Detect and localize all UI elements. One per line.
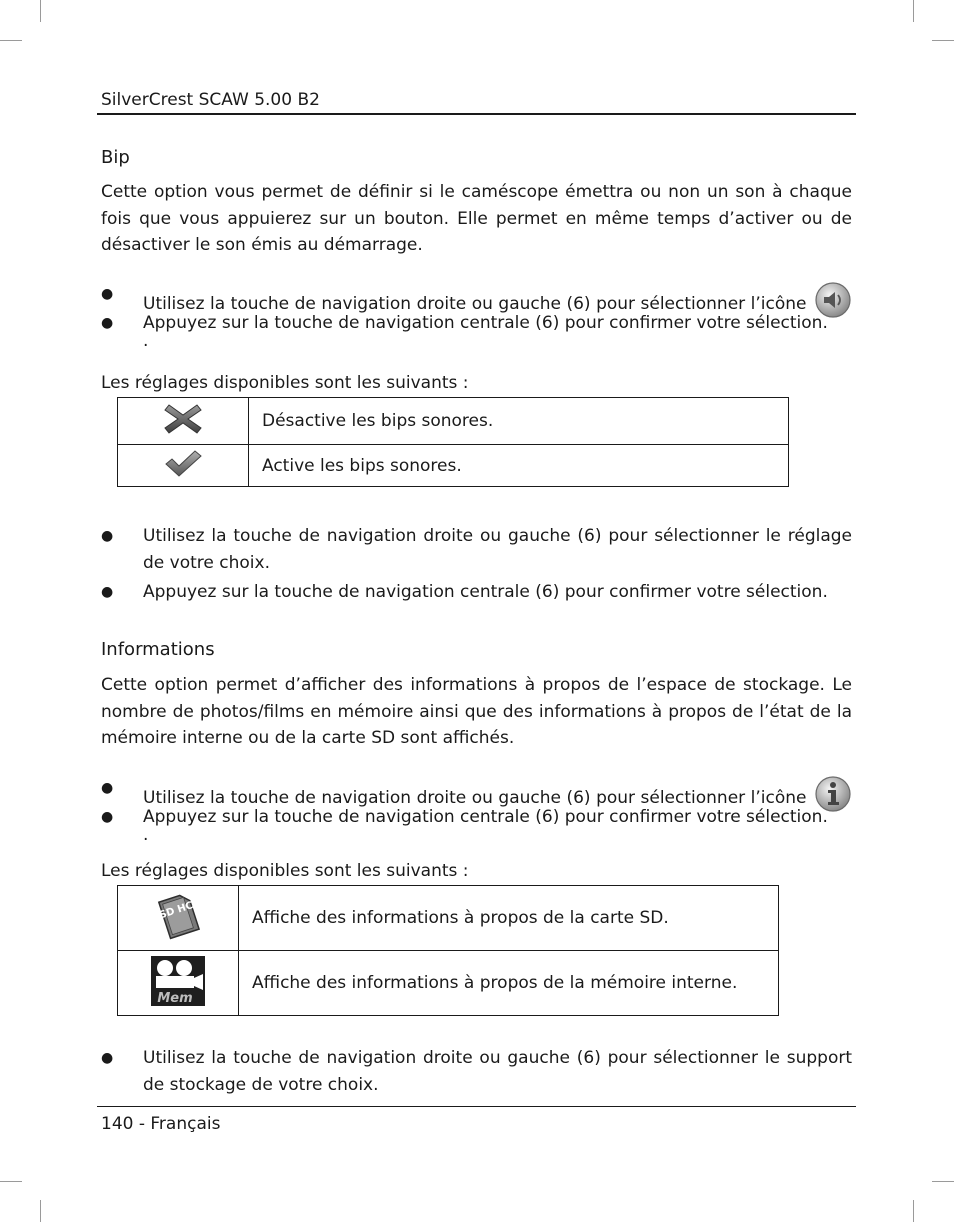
bip-bullet-2-text: Appuyez sur la touche de navigation centrale (6) pour confirmer votre sélection. — [143, 313, 828, 333]
informations-heading: Informations — [101, 639, 215, 660]
table-row — [118, 951, 779, 1016]
bullet-dot: ● — [101, 780, 114, 796]
crop-mark — [932, 1181, 954, 1182]
table-row — [118, 445, 789, 487]
document-header: SilverCrest SCAW 5.00 B2 — [101, 90, 320, 110]
bip-after-bullet-1-text: Utilisez la touche de navigation droite ou gauche (6) pour sélectionner le réglage de votre choix. — [143, 526, 852, 573]
setting-description: Affiche des informations à propos de la mémoire interne. — [239, 951, 779, 1016]
bip-bullet-1-text: Utilisez la touche de navigation droite ou gauche (6) pour sélectionner l’icône — [143, 294, 807, 314]
bullet-dot: ● — [101, 315, 114, 331]
crop-mark — [0, 1181, 22, 1182]
informations-description: Cette option permet d’afficher des informations à propos de l’espace de stockage. Le nombre de photos/films en mémoire ainsi que des informations à propos de l’état de la mémoire interne ou de la carte SD sont affichés. — [101, 675, 852, 748]
crop-mark — [913, 1200, 914, 1222]
internal-memory-icon — [151, 991, 205, 1011]
page-number: 140 - Français — [101, 1114, 221, 1134]
informations-settings-intro: Les réglages disponibles sont les suivants : — [101, 861, 469, 881]
bip-bullet-1-suffix: . — [143, 330, 149, 351]
bullet-dot: ● — [101, 286, 114, 302]
sd-card-icon — [152, 899, 204, 946]
crop-mark — [913, 0, 914, 22]
informations-after-bullet-1-text: Utilisez la touche de navigation droite ou gauche (6) pour sélectionner le support de stockage de votre choix. — [143, 1048, 852, 1095]
bip-bullet-2 — [101, 310, 852, 337]
checkmark-icon — [163, 464, 203, 484]
informations-after-bullet-1 — [101, 1045, 852, 1098]
internal-memory-icon-label: Mem — [157, 990, 193, 1006]
crop-mark — [40, 1200, 41, 1222]
header-rule — [97, 113, 856, 115]
icon-cell — [118, 445, 249, 487]
setting-description: Désactive les bips sonores. — [249, 398, 789, 445]
crop-mark — [40, 0, 41, 22]
icon-cell — [118, 886, 239, 951]
table-row — [118, 886, 779, 951]
bip-description: Cette option vous permet de définir si le caméscope émettra ou non un son à chaque fois que vous appuierez sur un bouton. Elle permet en même temps d’activer ou de désactiver le son émis au démarrage. — [101, 182, 852, 255]
setting-description: Affiche des informations à propos de la carte SD. — [239, 886, 779, 951]
sd-card-icon-label: SD HC — [158, 899, 195, 921]
setting-description: Active les bips sonores. — [249, 445, 789, 487]
bullet-dot: ● — [101, 584, 114, 600]
crop-mark — [932, 40, 954, 41]
informations-bullet-1-text: Utilisez la touche de navigation droite ou gauche (6) pour sélectionner l’icône — [143, 788, 807, 808]
icon-cell — [118, 398, 249, 445]
bip-settings-table — [117, 397, 789, 487]
informations-bullet-2-text: Appuyez sur la touche de navigation centrale (6) pour confirmer votre sélection. — [143, 807, 828, 827]
table-row — [118, 398, 789, 445]
informations-bullet-2 — [101, 804, 852, 831]
bip-after-bullet-1 — [101, 523, 852, 576]
bullet-dot: ● — [101, 809, 114, 825]
crop-mark — [0, 40, 22, 41]
bip-after-bullet-2 — [101, 579, 852, 606]
bip-after-bullet-2-text: Appuyez sur la touche de navigation centrale (6) pour confirmer votre sélection. — [143, 582, 828, 602]
footer-rule — [97, 1106, 856, 1107]
bip-heading: Bip — [101, 147, 130, 168]
cross-icon — [163, 422, 203, 442]
informations-settings-table — [117, 885, 779, 1016]
bullet-dot: ● — [101, 1050, 114, 1066]
bullet-dot: ● — [101, 528, 114, 544]
bip-settings-intro: Les réglages disponibles sont les suivants : — [101, 373, 469, 393]
informations-bullet-1-suffix: . — [143, 824, 149, 845]
icon-cell — [118, 951, 239, 1016]
